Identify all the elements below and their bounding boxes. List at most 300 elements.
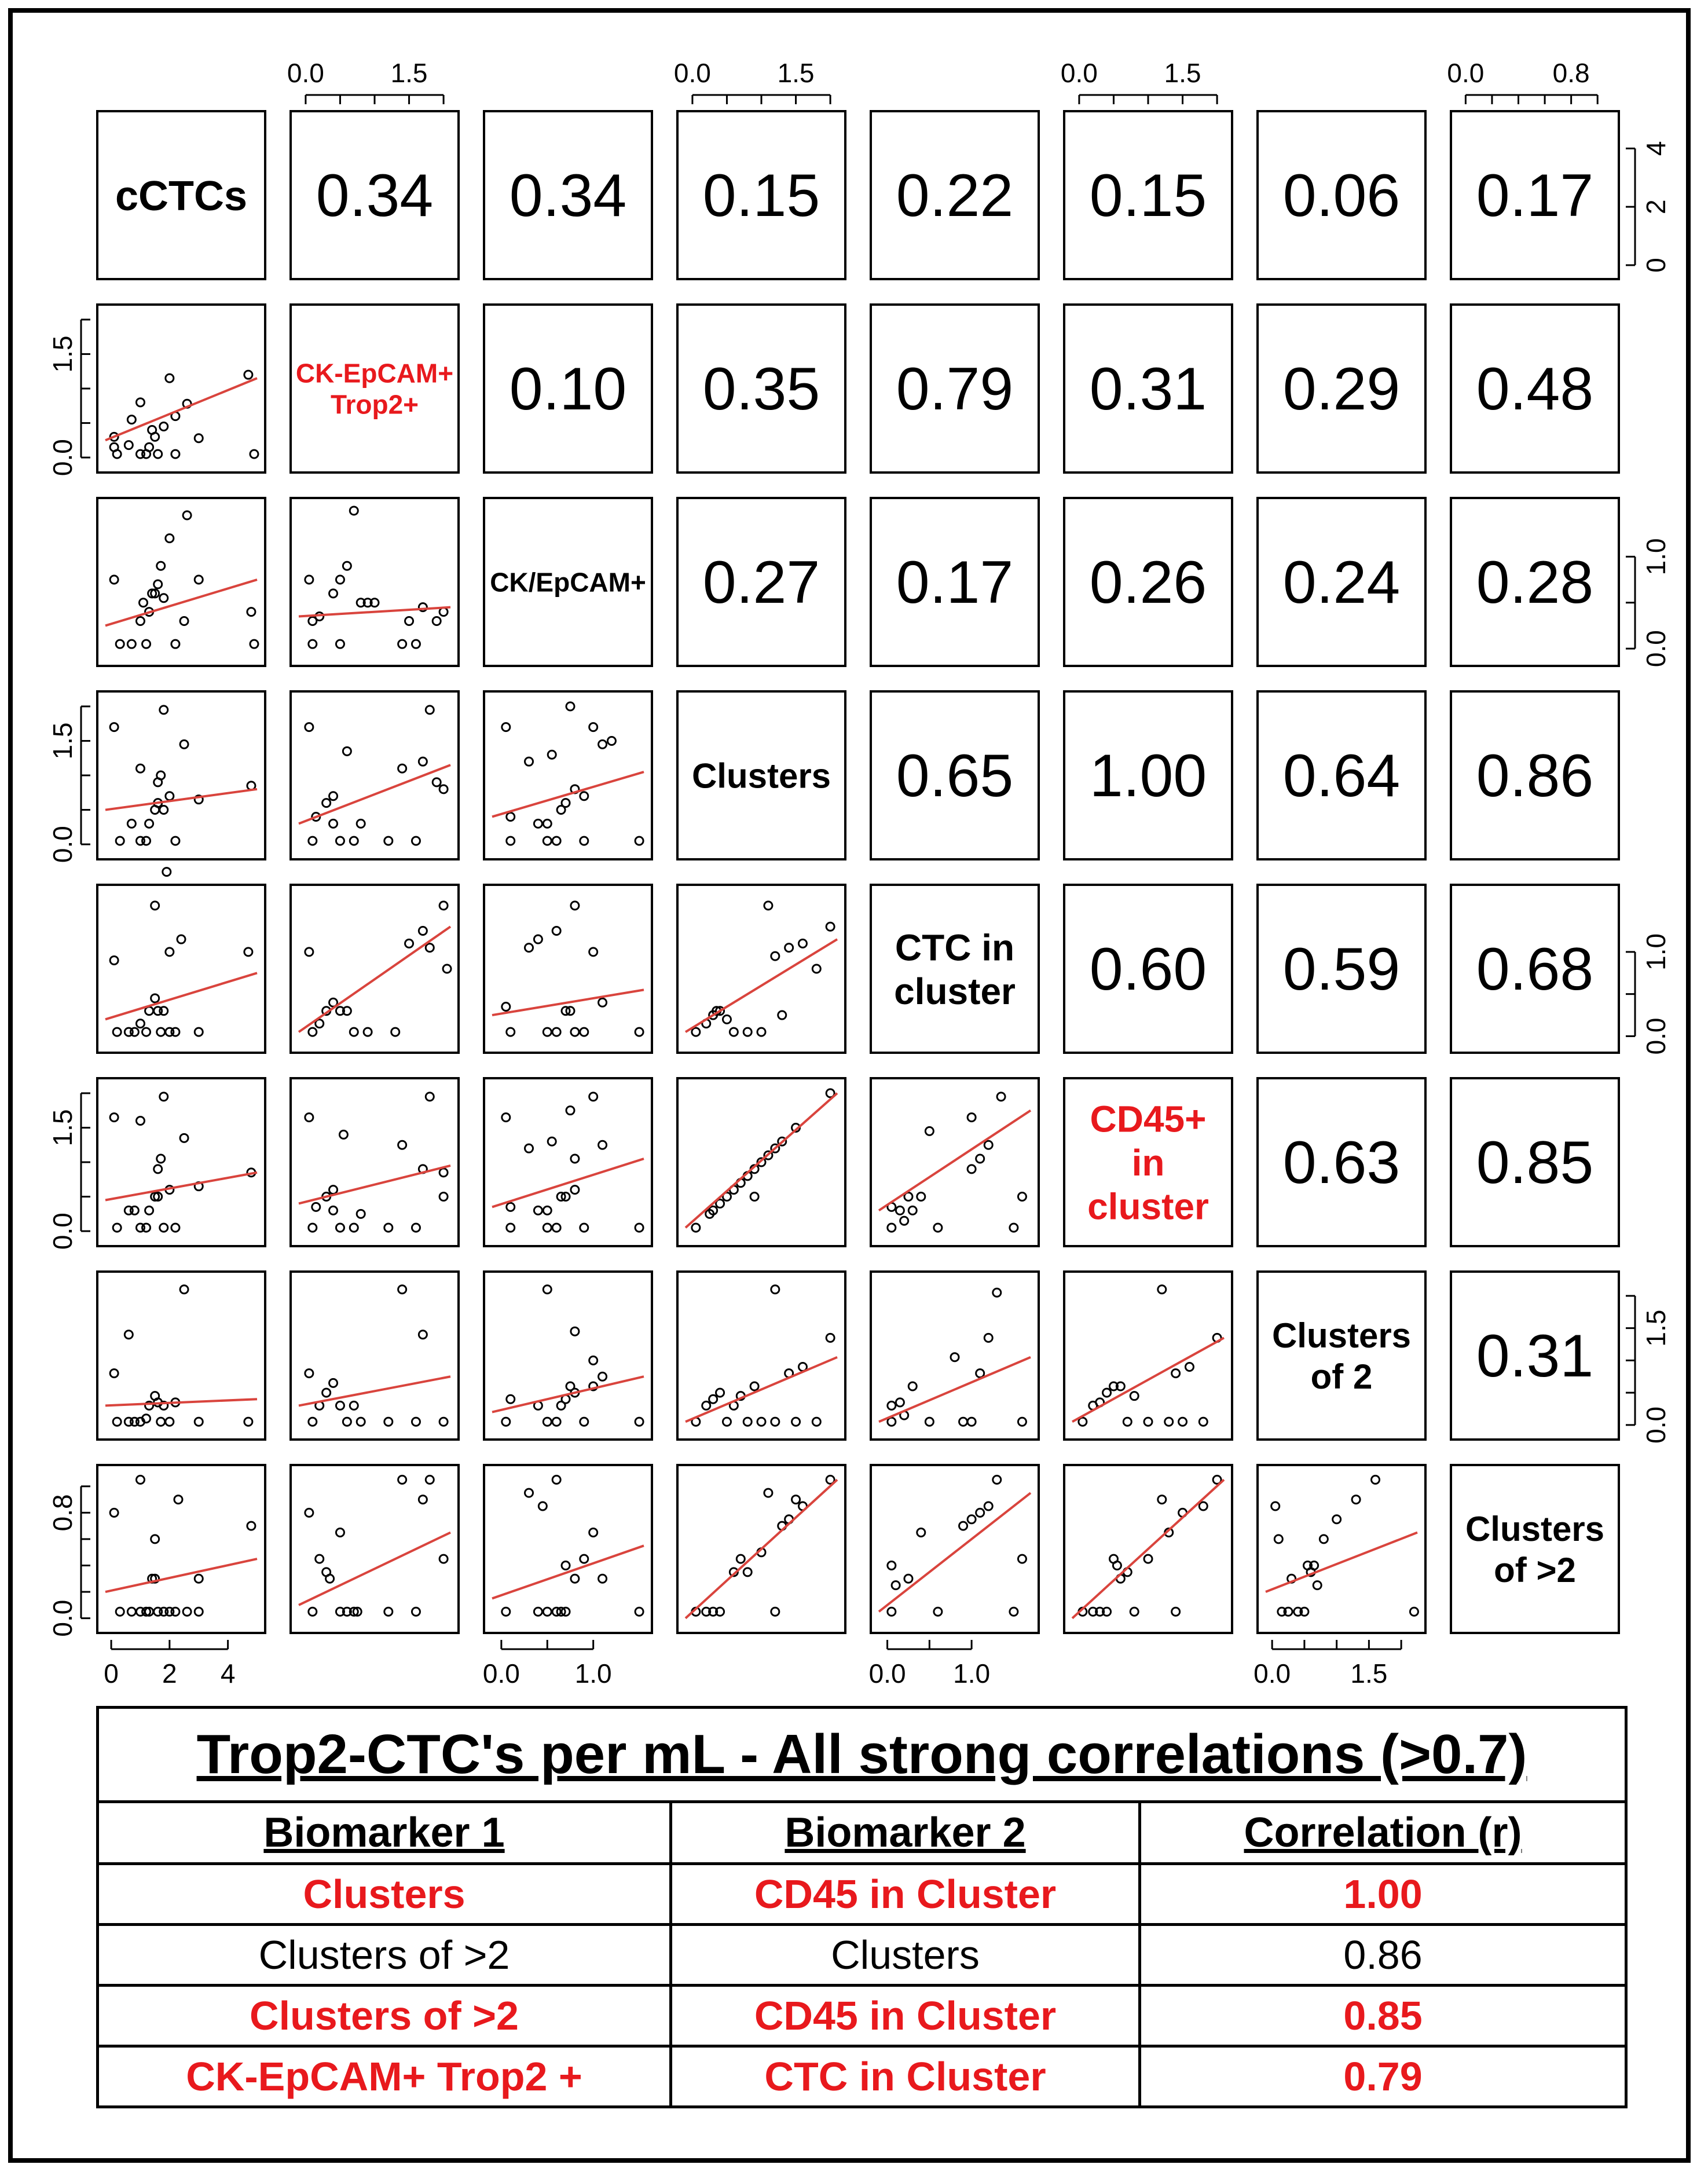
data-point <box>635 1028 643 1036</box>
data-point <box>124 1331 133 1339</box>
variable-label: CTC in <box>895 926 1015 969</box>
data-point <box>439 608 448 616</box>
data-point <box>145 1007 153 1015</box>
tick-label: 0.8 <box>1552 58 1590 88</box>
data-point <box>405 617 413 625</box>
data-point <box>1130 1607 1138 1616</box>
data-point <box>350 1028 358 1036</box>
data-point <box>343 562 351 570</box>
data-point <box>157 1418 165 1426</box>
variable-label: Clusters <box>1271 1316 1412 1356</box>
panel-frame <box>291 1465 459 1633</box>
data-point <box>1274 1535 1282 1543</box>
data-point <box>534 1607 542 1616</box>
data-point <box>357 1210 365 1218</box>
data-point <box>709 1395 717 1403</box>
data-point <box>322 1389 331 1397</box>
data-point <box>166 374 174 382</box>
data-point <box>166 534 174 543</box>
panel-frame <box>291 691 459 859</box>
correlation-value: 0.34 <box>316 162 434 229</box>
data-point <box>1144 1555 1152 1563</box>
data-point <box>384 1224 393 1232</box>
data-point <box>552 927 560 935</box>
correlation-value: 0.27 <box>702 549 820 616</box>
data-point <box>750 1193 758 1201</box>
data-point <box>967 1165 976 1173</box>
data-point <box>127 640 135 648</box>
data-point <box>552 1224 560 1232</box>
biomarker-1-cell: Clusters of >2 <box>98 1925 671 1986</box>
scatter-panel <box>879 1475 1031 1616</box>
correlation-value: 0.59 <box>1282 936 1401 1003</box>
data-point <box>157 1028 165 1036</box>
data-point <box>730 1028 738 1036</box>
data-point <box>130 1206 138 1214</box>
data-point <box>1172 1369 1180 1378</box>
data-point <box>183 1607 191 1616</box>
data-point <box>771 1286 779 1294</box>
variable-label: cluster <box>1087 1185 1209 1228</box>
variable-label: cluster <box>894 970 1016 1012</box>
correlation-cell: 0.79 <box>1140 2046 1626 2107</box>
data-point <box>412 640 420 648</box>
header-correlation: Correlation (r) <box>1140 1802 1626 1864</box>
scatter-panel <box>492 902 644 1036</box>
data-point <box>1271 1502 1280 1510</box>
data-point <box>826 922 834 931</box>
correlation-value: 0.17 <box>1476 162 1594 229</box>
data-point <box>1320 1535 1328 1543</box>
data-point <box>145 819 153 827</box>
fit-line <box>299 1533 450 1605</box>
data-point <box>993 1288 1001 1297</box>
correlation-value: 0.06 <box>1282 162 1401 229</box>
data-point <box>405 939 413 947</box>
data-point <box>812 965 820 973</box>
tick-label: 1.5 <box>1350 1658 1388 1689</box>
data-point <box>702 1401 710 1409</box>
data-point <box>934 1607 942 1616</box>
data-point <box>329 589 338 598</box>
data-point <box>244 948 252 956</box>
data-point <box>384 837 393 845</box>
data-point <box>571 1186 579 1194</box>
data-point <box>336 837 344 845</box>
data-point <box>110 576 118 584</box>
scatter-panel <box>686 1286 837 1426</box>
tick-label: 0.0 <box>1641 630 1671 668</box>
data-point <box>312 1203 320 1211</box>
data-point <box>502 1003 510 1011</box>
data-point <box>350 1401 358 1409</box>
tick-label: 0.0 <box>47 439 78 477</box>
data-point <box>1123 1418 1131 1426</box>
correlation-value: 0.28 <box>1476 549 1594 616</box>
data-point <box>329 1206 338 1214</box>
data-point <box>419 1496 427 1504</box>
data-point <box>309 1607 317 1616</box>
data-point <box>1158 1496 1166 1504</box>
data-point <box>154 450 162 458</box>
scatter-panel <box>879 1093 1031 1232</box>
fit-line <box>492 1546 644 1598</box>
data-point <box>548 750 556 759</box>
correlation-cell: 0.86 <box>1140 1925 1626 1986</box>
strong-correlations-table <box>96 1706 1628 2108</box>
data-point <box>439 1418 448 1426</box>
variable-label: in <box>1131 1142 1165 1184</box>
data-point <box>525 1144 533 1152</box>
correlation-value: 0.85 <box>1476 1129 1594 1196</box>
panel-frame <box>97 1272 265 1440</box>
data-point <box>426 1475 434 1484</box>
data-point <box>507 812 515 821</box>
data-point <box>426 944 434 952</box>
data-point <box>635 837 643 845</box>
tick-label: 2 <box>1641 199 1671 214</box>
panel-frame <box>871 885 1039 1053</box>
data-point <box>792 1418 800 1426</box>
data-point <box>329 819 338 827</box>
scatter-panel <box>1072 1475 1224 1618</box>
data-point <box>113 1418 121 1426</box>
scatter-panel <box>492 1093 644 1232</box>
data-point <box>502 1114 510 1122</box>
correlation-value: 0.79 <box>896 356 1014 423</box>
data-point <box>571 1155 579 1163</box>
scatter-panel <box>299 1475 450 1616</box>
data-point <box>443 965 451 973</box>
scatter-panel <box>879 1288 1031 1426</box>
data-point <box>993 1475 1001 1484</box>
data-point <box>543 1206 551 1214</box>
scatter-panel <box>492 702 644 845</box>
tick-label: 0.0 <box>1060 58 1098 88</box>
data-point <box>1018 1193 1026 1201</box>
correlation-value: 0.15 <box>702 162 820 229</box>
data-point <box>580 1028 588 1036</box>
data-point <box>525 1489 533 1497</box>
data-point <box>151 433 159 441</box>
tick-label: 0.0 <box>1641 1017 1671 1055</box>
data-point <box>160 1224 168 1232</box>
data-point <box>336 1401 344 1409</box>
data-point <box>412 1607 420 1616</box>
data-point <box>247 1522 255 1530</box>
data-point <box>951 1353 959 1361</box>
data-point <box>892 1581 900 1590</box>
data-point <box>309 1224 317 1232</box>
data-point <box>976 1369 984 1378</box>
data-point <box>357 1418 365 1426</box>
tick-label: 0.0 <box>868 1658 906 1689</box>
data-point <box>136 398 144 406</box>
biomarker-2-cell: CTC in Cluster <box>671 2046 1140 2107</box>
data-point <box>329 792 338 800</box>
fit-line <box>1072 1479 1224 1618</box>
data-point <box>580 1418 588 1426</box>
data-point <box>757 1028 765 1036</box>
data-point <box>180 1286 188 1294</box>
data-point <box>757 1418 765 1426</box>
scatter-panel <box>105 511 258 648</box>
data-point <box>412 837 420 845</box>
data-point <box>635 1418 643 1426</box>
tick-label: 1.5 <box>47 1109 78 1147</box>
data-point <box>502 1418 510 1426</box>
correlation-value: 0.26 <box>1089 549 1207 616</box>
data-point <box>635 1224 643 1232</box>
data-point <box>110 723 118 731</box>
data-point <box>896 1398 904 1407</box>
data-point <box>562 1561 570 1569</box>
tick-label: 1.5 <box>1164 58 1201 88</box>
data-point <box>967 1515 976 1524</box>
data-point <box>750 1382 758 1390</box>
data-point <box>166 948 174 956</box>
data-point <box>984 1334 992 1342</box>
data-point <box>336 576 344 584</box>
data-point <box>171 1607 179 1616</box>
tick-label: 1.0 <box>953 1658 991 1689</box>
data-point <box>157 771 165 779</box>
data-point <box>723 1418 731 1426</box>
data-point <box>778 1011 786 1019</box>
correlation-value: 0.48 <box>1476 356 1594 423</box>
data-point <box>507 1395 515 1403</box>
fit-line <box>492 772 644 816</box>
scatter-panel <box>299 507 450 648</box>
data-point <box>136 764 144 772</box>
data-point <box>736 1555 745 1563</box>
data-point <box>764 1489 772 1497</box>
data-point <box>507 1028 515 1036</box>
correlation-value: 0.31 <box>1089 356 1207 423</box>
data-point <box>336 1529 344 1537</box>
data-point <box>525 757 533 766</box>
biomarker-2-cell: CD45 in Cluster <box>671 1864 1140 1925</box>
correlation-value: 0.63 <box>1282 1129 1401 1196</box>
tick-label: 0.0 <box>47 826 78 863</box>
data-point <box>305 1369 313 1378</box>
data-point <box>116 1607 124 1616</box>
data-point <box>543 1418 551 1426</box>
data-point <box>145 1206 153 1214</box>
panel-frame <box>484 691 652 859</box>
data-point <box>967 1418 976 1426</box>
scatter-panel <box>299 1093 450 1232</box>
data-point <box>439 1193 448 1201</box>
data-point <box>552 1028 560 1036</box>
data-point <box>580 1555 588 1563</box>
data-point <box>723 1015 731 1023</box>
data-point <box>562 799 570 807</box>
data-point <box>160 423 168 431</box>
correlation-cell: 0.85 <box>1140 1986 1626 2046</box>
panel-frame <box>484 1272 652 1440</box>
data-point <box>398 1475 406 1484</box>
data-point <box>195 1418 203 1426</box>
data-point <box>195 1028 203 1036</box>
data-point <box>543 1224 551 1232</box>
tick-label: 4 <box>220 1658 236 1689</box>
data-point <box>507 837 515 845</box>
data-point <box>1010 1607 1018 1616</box>
data-point <box>900 1217 908 1225</box>
tick-label: 0 <box>1641 258 1671 273</box>
data-point <box>984 1141 992 1149</box>
data-point <box>507 1203 515 1211</box>
data-point <box>247 608 255 616</box>
data-point <box>113 1224 121 1232</box>
panel-frame <box>97 305 265 473</box>
data-point <box>419 927 427 935</box>
biomarker-1-cell: Clusters <box>98 1864 671 1925</box>
correlation-value: 0.65 <box>896 742 1014 810</box>
data-point <box>124 441 133 449</box>
data-point <box>997 1093 1005 1101</box>
data-point <box>785 944 793 952</box>
data-point <box>160 1093 168 1101</box>
data-point <box>160 1007 168 1015</box>
data-point <box>589 948 598 956</box>
panel-frame <box>1451 1465 1619 1633</box>
data-point <box>110 1369 118 1378</box>
data-point <box>391 1028 399 1036</box>
data-point <box>599 740 607 748</box>
variable-label: Trop2+ <box>330 389 419 420</box>
data-point <box>384 1607 393 1616</box>
data-point <box>589 1093 598 1101</box>
panel-frame <box>677 1078 845 1246</box>
correlation-value: 0.68 <box>1476 936 1594 1003</box>
data-point <box>571 1327 579 1335</box>
data-point <box>136 1020 144 1028</box>
data-point <box>543 1028 551 1036</box>
data-point <box>343 747 351 755</box>
fit-line <box>492 1376 644 1412</box>
fit-line <box>299 1376 450 1405</box>
data-point <box>157 1155 165 1163</box>
data-point <box>771 1418 779 1426</box>
data-point <box>917 1529 925 1537</box>
data-point <box>548 1137 556 1145</box>
scatter-panel <box>686 1089 837 1232</box>
data-point <box>1144 1418 1152 1426</box>
data-point <box>896 1206 904 1214</box>
data-point <box>195 576 203 584</box>
data-point <box>716 1389 724 1397</box>
tick-label: 0.0 <box>287 58 324 88</box>
variable-label: Clusters <box>691 756 831 796</box>
data-point <box>142 1028 151 1036</box>
fit-line <box>105 1559 257 1592</box>
variable-label: cCTCs <box>115 173 248 219</box>
scatter-panel <box>299 1286 450 1426</box>
data-point <box>250 450 258 458</box>
tick-label: 0.0 <box>673 58 711 88</box>
tick-label: 1.0 <box>1641 933 1671 971</box>
panel-frame <box>291 305 459 473</box>
data-point <box>180 740 188 748</box>
data-point <box>142 640 151 648</box>
fit-line <box>105 1173 257 1200</box>
data-point <box>1185 1363 1193 1371</box>
data-point <box>136 1475 144 1484</box>
correlation-value: 0.64 <box>1282 742 1401 810</box>
scatter-panel <box>492 1286 644 1426</box>
correlation-value: 0.35 <box>702 356 820 423</box>
fit-line <box>105 378 257 440</box>
panel-frame <box>1064 1272 1232 1440</box>
tick-label: 0.0 <box>1641 1406 1671 1444</box>
fit-line <box>1072 1338 1224 1422</box>
data-point <box>1372 1475 1380 1484</box>
data-point <box>1158 1286 1166 1294</box>
fit-line <box>686 1357 837 1422</box>
data-point <box>984 1502 992 1510</box>
data-point <box>1199 1418 1207 1426</box>
fit-line <box>105 973 257 1019</box>
data-point <box>1313 1581 1321 1590</box>
tick-label: 1.5 <box>1641 1309 1671 1347</box>
panel-frame <box>1258 1272 1425 1440</box>
data-point <box>127 1607 135 1616</box>
data-point <box>771 952 779 960</box>
correlation-value: 0.22 <box>896 162 1014 229</box>
panel-frame <box>871 1078 1039 1246</box>
tick-label: 1.5 <box>47 335 78 373</box>
data-point <box>154 580 162 588</box>
data-point <box>110 1114 118 1122</box>
data-point <box>110 443 118 451</box>
panel-frame <box>291 885 459 1053</box>
data-point <box>136 617 144 625</box>
scatter-panel <box>105 1286 257 1426</box>
data-point <box>507 1224 515 1232</box>
data-point <box>426 706 434 714</box>
data-point <box>127 819 135 827</box>
data-point <box>163 868 171 876</box>
scatter-panel <box>1266 1475 1418 1616</box>
data-point <box>195 1574 203 1583</box>
scatter-panel <box>299 706 450 845</box>
data-point <box>534 819 542 827</box>
data-point <box>336 1224 344 1232</box>
data-point <box>959 1522 967 1530</box>
fit-line <box>686 1093 837 1228</box>
data-point <box>1333 1515 1341 1524</box>
data-point <box>195 1607 203 1616</box>
data-point <box>826 1334 834 1342</box>
data-point <box>743 1568 752 1576</box>
correlation-value: 0.15 <box>1089 162 1207 229</box>
data-point <box>322 799 331 807</box>
fit-line <box>299 765 450 823</box>
data-point <box>925 1127 933 1135</box>
data-point <box>305 723 313 731</box>
panel-frame <box>291 1272 459 1440</box>
data-point <box>959 1418 967 1426</box>
data-point <box>589 723 598 731</box>
data-point <box>1010 1224 1018 1232</box>
scatter-panel <box>105 371 258 458</box>
table-row <box>98 1986 1626 2046</box>
data-point <box>566 1107 574 1115</box>
data-point <box>412 1224 420 1232</box>
data-point <box>543 837 551 845</box>
